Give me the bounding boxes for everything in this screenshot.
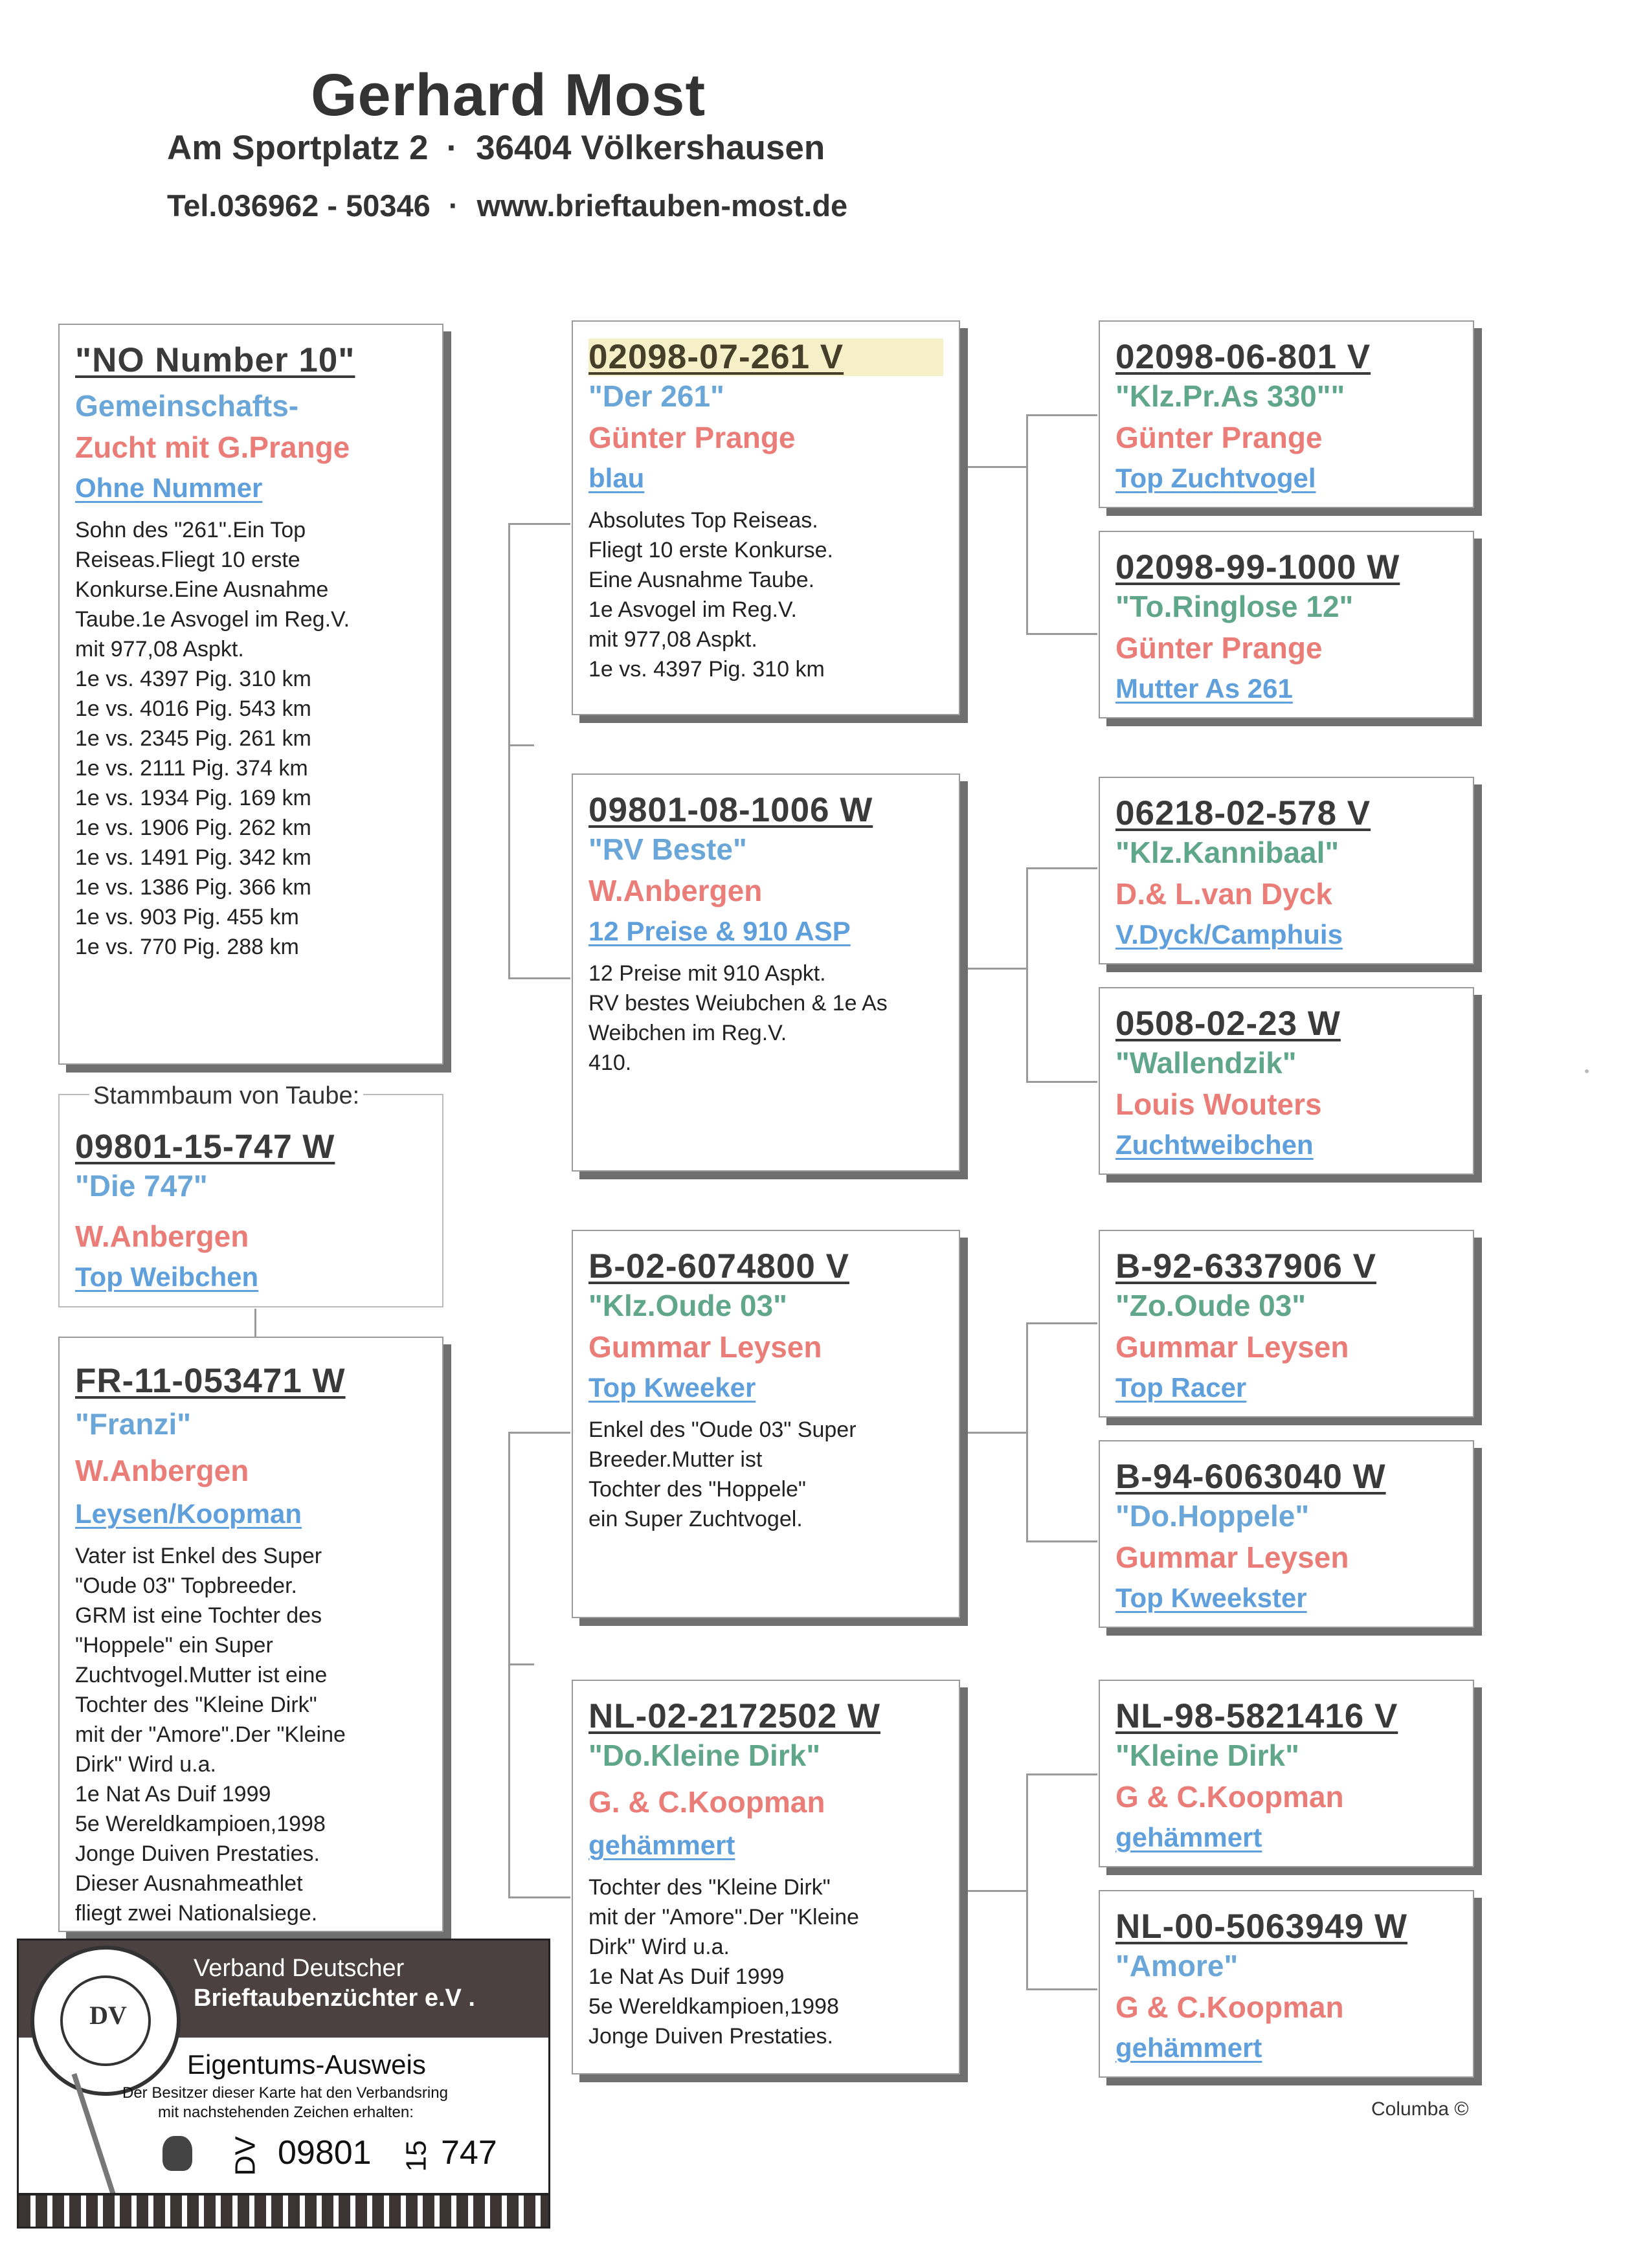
ring-number: 02098-07-261 V xyxy=(588,339,943,376)
description-line: Eine Ausnahme Taube. xyxy=(588,567,815,592)
connector-line xyxy=(1026,1988,1097,1990)
connector-line xyxy=(254,1309,256,1337)
description-line: 1e Nat As Duif 1999 xyxy=(588,1964,785,1989)
owner: Gummar Leysen xyxy=(588,1330,822,1364)
description-line: mit der "Amore".Der "Kleine xyxy=(588,1904,859,1929)
grandparent-card[interactable] xyxy=(1099,1680,1474,1867)
tag: Ohne Nummer xyxy=(75,472,263,504)
description-line: Dirk" Wird u.a. xyxy=(588,1934,730,1959)
description-line: 1e vs. 1934 Pig. 169 km xyxy=(75,785,311,810)
tag: Top Kweeker xyxy=(588,1372,756,1403)
ring-number: B-94-6063040 W xyxy=(1115,1458,1386,1496)
parent-card-sire[interactable] xyxy=(572,1230,960,1618)
seal-letters: DV xyxy=(89,2001,127,2030)
nickname: "To.Ringlose 12" xyxy=(1115,590,1354,624)
description-line: 12 Preise mit 910 Aspkt. xyxy=(588,961,826,986)
ring-number: "NO Number 10" xyxy=(75,341,355,379)
tag: Top Kweekster xyxy=(1115,1583,1307,1614)
connector-line xyxy=(508,977,570,979)
connector-line xyxy=(508,1432,510,1898)
description-line: Enkel des "Oude 03" Super xyxy=(588,1417,857,1442)
description-line: Fliegt 10 erste Konkurse. xyxy=(588,537,833,562)
owner: G & C.Koopman xyxy=(1115,1990,1344,2025)
card-text: Der Besitzer dieser Karte hat den Verbandsring xyxy=(122,2084,448,2102)
separator: · xyxy=(446,129,458,167)
description-line: 410. xyxy=(588,1050,632,1075)
description-line: RV bestes Weiubchen & 1e As xyxy=(588,990,888,1016)
grandparent-card[interactable] xyxy=(1099,320,1474,508)
description xyxy=(588,959,943,1078)
dam-card[interactable] xyxy=(58,1337,443,1932)
description-line: mit der "Amore".Der "Kleine xyxy=(75,1722,346,1747)
ring-number: 02098-06-801 V xyxy=(1115,338,1371,376)
description-line: Dirk" Wird u.a. xyxy=(75,1751,216,1777)
description-line: Taube.1e Asvogel im Reg.V. xyxy=(75,606,350,632)
ring-number: 09801-15-747 W xyxy=(75,1128,335,1166)
description-line: Vater ist Enkel des Super xyxy=(75,1543,322,1568)
description-line: 1e Asvogel im Reg.V. xyxy=(588,597,797,622)
tag: blau xyxy=(588,463,645,494)
org-name-line1: Verband Deutscher xyxy=(194,1955,405,1982)
tag: Leysen/Koopman xyxy=(75,1498,302,1529)
owner: D.& L.van Dyck xyxy=(1115,877,1332,911)
description-line: 5e Wereldkampioen,1998 xyxy=(588,1994,839,2019)
owner: W.Anbergen xyxy=(588,874,763,908)
nickname: "Klz.Oude 03" xyxy=(588,1289,787,1323)
description-line: ein Super Zuchtvogel. xyxy=(588,1506,803,1531)
ring-number: 0508-02-23 W xyxy=(1115,1005,1341,1043)
description-line: 1e vs. 1491 Pig. 342 km xyxy=(75,845,311,870)
connector-line xyxy=(1026,414,1028,634)
description-line: "Hoppele" ein Super xyxy=(75,1632,273,1658)
connector-line xyxy=(508,1432,570,1434)
connector-line xyxy=(1026,1322,1028,1542)
seal-inner-ring xyxy=(60,1975,151,2066)
pedigree-of-pigeon-card[interactable] xyxy=(58,1094,443,1307)
ownership-card xyxy=(17,1939,550,2229)
description-line: 1e vs. 4397 Pig. 310 km xyxy=(588,656,825,682)
ring-number: 06218-02-578 V xyxy=(1115,794,1371,832)
description-line: 1e vs. 2345 Pig. 261 km xyxy=(75,726,311,751)
tag: Zuchtweibchen xyxy=(1115,1129,1314,1161)
subject-pigeon-card[interactable] xyxy=(58,324,443,1065)
nickname: "Zo.Oude 03" xyxy=(1115,1289,1306,1323)
ring-number: B-92-6337906 V xyxy=(1115,1247,1376,1285)
grandparent-card[interactable] xyxy=(1099,777,1474,964)
breeder-name: Gerhard Most xyxy=(311,62,706,128)
connector-line xyxy=(1026,1773,1028,1990)
breeder-address xyxy=(167,128,825,168)
tag: 12 Preise & 910 ASP xyxy=(588,916,851,947)
description-line: mit 977,08 Aspkt. xyxy=(75,636,244,662)
description-line: 1e vs. 2111 Pig. 374 km xyxy=(75,755,308,781)
nickname: "Klz.Pr.As 330"" xyxy=(1115,379,1345,414)
description-line: Zuchtvogel.Mutter ist eine xyxy=(75,1662,328,1687)
owner: Günter Prange xyxy=(1115,421,1323,455)
connector-line xyxy=(961,968,1026,970)
ring-number: FR-11-053471 W xyxy=(75,1362,346,1400)
connector-line xyxy=(508,523,570,525)
ring-number: B-02-6074800 V xyxy=(588,1247,849,1285)
ring-number: NL-98-5821416 V xyxy=(1115,1697,1398,1735)
description-line: mit 977,08 Aspkt. xyxy=(588,627,757,652)
grandparent-card[interactable] xyxy=(1099,1230,1474,1418)
scan-speck xyxy=(1585,1069,1589,1073)
owner: Gummar Leysen xyxy=(1115,1330,1349,1364)
description-line: 1e vs. 903 Pig. 455 km xyxy=(75,904,299,929)
owner: G. & C.Koopman xyxy=(588,1785,825,1819)
parent-card-dam[interactable] xyxy=(572,1680,960,2074)
nickname: "Kleine Dirk" xyxy=(1115,1739,1299,1773)
owner: Gummar Leysen xyxy=(1115,1540,1349,1575)
description-line: Sohn des "261".Ein Top xyxy=(75,517,306,542)
nickname: "Franzi" xyxy=(75,1407,192,1441)
grandparent-card[interactable] xyxy=(1099,987,1474,1175)
ring-number: NL-02-2172502 W xyxy=(588,1697,880,1735)
nickname: Gemeinschafts- xyxy=(75,389,299,423)
connector-line xyxy=(1026,1081,1097,1083)
connector-line xyxy=(1026,867,1097,869)
city: 36404 Völkershausen xyxy=(476,129,825,167)
description-line: 1e vs. 1386 Pig. 366 km xyxy=(75,874,311,900)
description xyxy=(588,506,943,684)
phone: Tel.036962 - 50346 xyxy=(167,188,431,223)
connector-line xyxy=(508,1896,570,1898)
connector-line xyxy=(961,1432,1026,1434)
ring-club-number: 09801 xyxy=(278,2134,372,2172)
description-line: Konkurse.Eine Ausnahme xyxy=(75,577,329,602)
grandparent-card[interactable] xyxy=(1099,1440,1474,1628)
nickname: "RV Beste" xyxy=(588,832,747,867)
description xyxy=(588,1873,943,2051)
description-line: 1e vs. 770 Pig. 288 km xyxy=(75,934,299,959)
tag: gehämmert xyxy=(1115,2032,1262,2063)
owner: Louis Wouters xyxy=(1115,1087,1322,1122)
ring-number: 09801-08-1006 W xyxy=(588,791,873,829)
nickname: "Do.Kleine Dirk" xyxy=(588,1739,821,1773)
description xyxy=(588,1415,943,1534)
tag: Top Zuchtvogel xyxy=(1115,463,1316,494)
description-line: "Oude 03" Topbreeder. xyxy=(75,1573,297,1598)
description-line: Tochter des "Kleine Dirk" xyxy=(75,1692,317,1717)
nickname: "Wallendzik" xyxy=(1115,1046,1297,1080)
description-line: 1e vs. 4397 Pig. 310 km xyxy=(75,666,311,691)
breeder-contact xyxy=(167,188,847,223)
tag: Top Weibchen xyxy=(75,1261,259,1292)
ring-year: 15 xyxy=(400,2140,432,2172)
nickname: "Klz.Kannibaal" xyxy=(1115,836,1339,870)
card-title: Eigentums-Ausweis xyxy=(187,2049,426,2080)
owner: W.Anbergen xyxy=(75,1454,249,1488)
footer-credit: Columba © xyxy=(1371,2098,1469,2120)
letterhead xyxy=(0,0,906,246)
org-name-line2: Brieftaubenzüchter e.V . xyxy=(194,1984,475,2012)
owner: W.Anbergen xyxy=(75,1219,249,1254)
connector-line xyxy=(508,744,534,746)
description xyxy=(75,515,427,962)
ring-number: 02098-99-1000 W xyxy=(1115,548,1400,586)
owner: Günter Prange xyxy=(1115,631,1323,665)
nickname: "Amore" xyxy=(1115,1949,1238,1983)
owner: Günter Prange xyxy=(588,421,796,455)
website: www.brieftauben-most.de xyxy=(476,188,848,223)
tag: Top Racer xyxy=(1115,1372,1247,1403)
parent-card-sire[interactable] xyxy=(572,320,960,715)
connector-line xyxy=(1026,633,1097,635)
connector-line xyxy=(1026,414,1097,416)
description-line: Dieser Ausnahmeathlet xyxy=(75,1871,303,1896)
ring-serial: 747 xyxy=(441,2134,497,2172)
description-line: 5e Wereldkampioen,1998 xyxy=(75,1811,326,1836)
connector-line xyxy=(1026,1322,1097,1324)
nickname: "Die 747" xyxy=(75,1169,208,1203)
tag: gehämmert xyxy=(588,1830,735,1861)
grandparent-card[interactable] xyxy=(1099,1890,1474,2078)
description-line: 1e vs. 1906 Pig. 262 km xyxy=(75,815,311,840)
nickname: "Der 261" xyxy=(588,379,724,414)
connector-line xyxy=(1026,1540,1097,1542)
description-line: Reiseas.Fliegt 10 erste xyxy=(75,547,300,572)
description-line: Jonge Duiven Prestaties. xyxy=(588,2023,833,2049)
description-line: Absolutes Top Reiseas. xyxy=(588,507,818,533)
street: Am Sportplatz 2 xyxy=(167,129,429,167)
connector-line xyxy=(961,1890,1026,1892)
description-line: Tochter des "Kleine Dirk" xyxy=(588,1874,831,1900)
description-line: Breeder.Mutter ist xyxy=(588,1447,763,1472)
stammbaum-label: Stammbaum von Taube: xyxy=(89,1082,363,1110)
connector-line xyxy=(508,523,510,978)
parent-card-dam[interactable] xyxy=(572,773,960,1172)
description-line: 1e vs. 4016 Pig. 543 km xyxy=(75,696,311,721)
tag: V.Dyck/Camphuis xyxy=(1115,919,1343,950)
ring-number: NL-00-5063949 W xyxy=(1115,1907,1407,1946)
description-line: 1e Nat As Duif 1999 xyxy=(75,1781,271,1807)
owner: G & C.Koopman xyxy=(1115,1780,1344,1814)
connector-line xyxy=(1026,867,1028,1083)
separator: · xyxy=(448,188,459,223)
description-line: Weibchen im Reg.V. xyxy=(588,1020,787,1045)
grandparent-card[interactable] xyxy=(1099,531,1474,718)
description-line: Jonge Duiven Prestaties. xyxy=(75,1841,320,1866)
bird-stamp-icon xyxy=(162,2136,192,2171)
connector-line xyxy=(1026,1773,1097,1775)
tag: Mutter As 261 xyxy=(1115,673,1293,704)
description-line: fliegt zwei Nationalsiege. xyxy=(75,1900,318,1926)
description-line: GRM ist eine Tochter des xyxy=(75,1603,322,1628)
nickname: "Do.Hoppele" xyxy=(1115,1499,1310,1533)
card-text: mit nachstehenden Zeichen erhalten: xyxy=(158,2104,414,2121)
description xyxy=(75,1541,427,1928)
connector-line xyxy=(961,466,1026,468)
ring-prefix: DV xyxy=(229,2136,262,2176)
tag: gehämmert xyxy=(1115,1822,1262,1853)
owner: Zucht mit G.Prange xyxy=(75,430,350,465)
decorative-strip xyxy=(19,2193,548,2227)
association-seal-icon xyxy=(30,1946,181,2096)
connector-line xyxy=(508,1663,534,1665)
description-line: Tochter des "Hoppele" xyxy=(588,1476,806,1502)
